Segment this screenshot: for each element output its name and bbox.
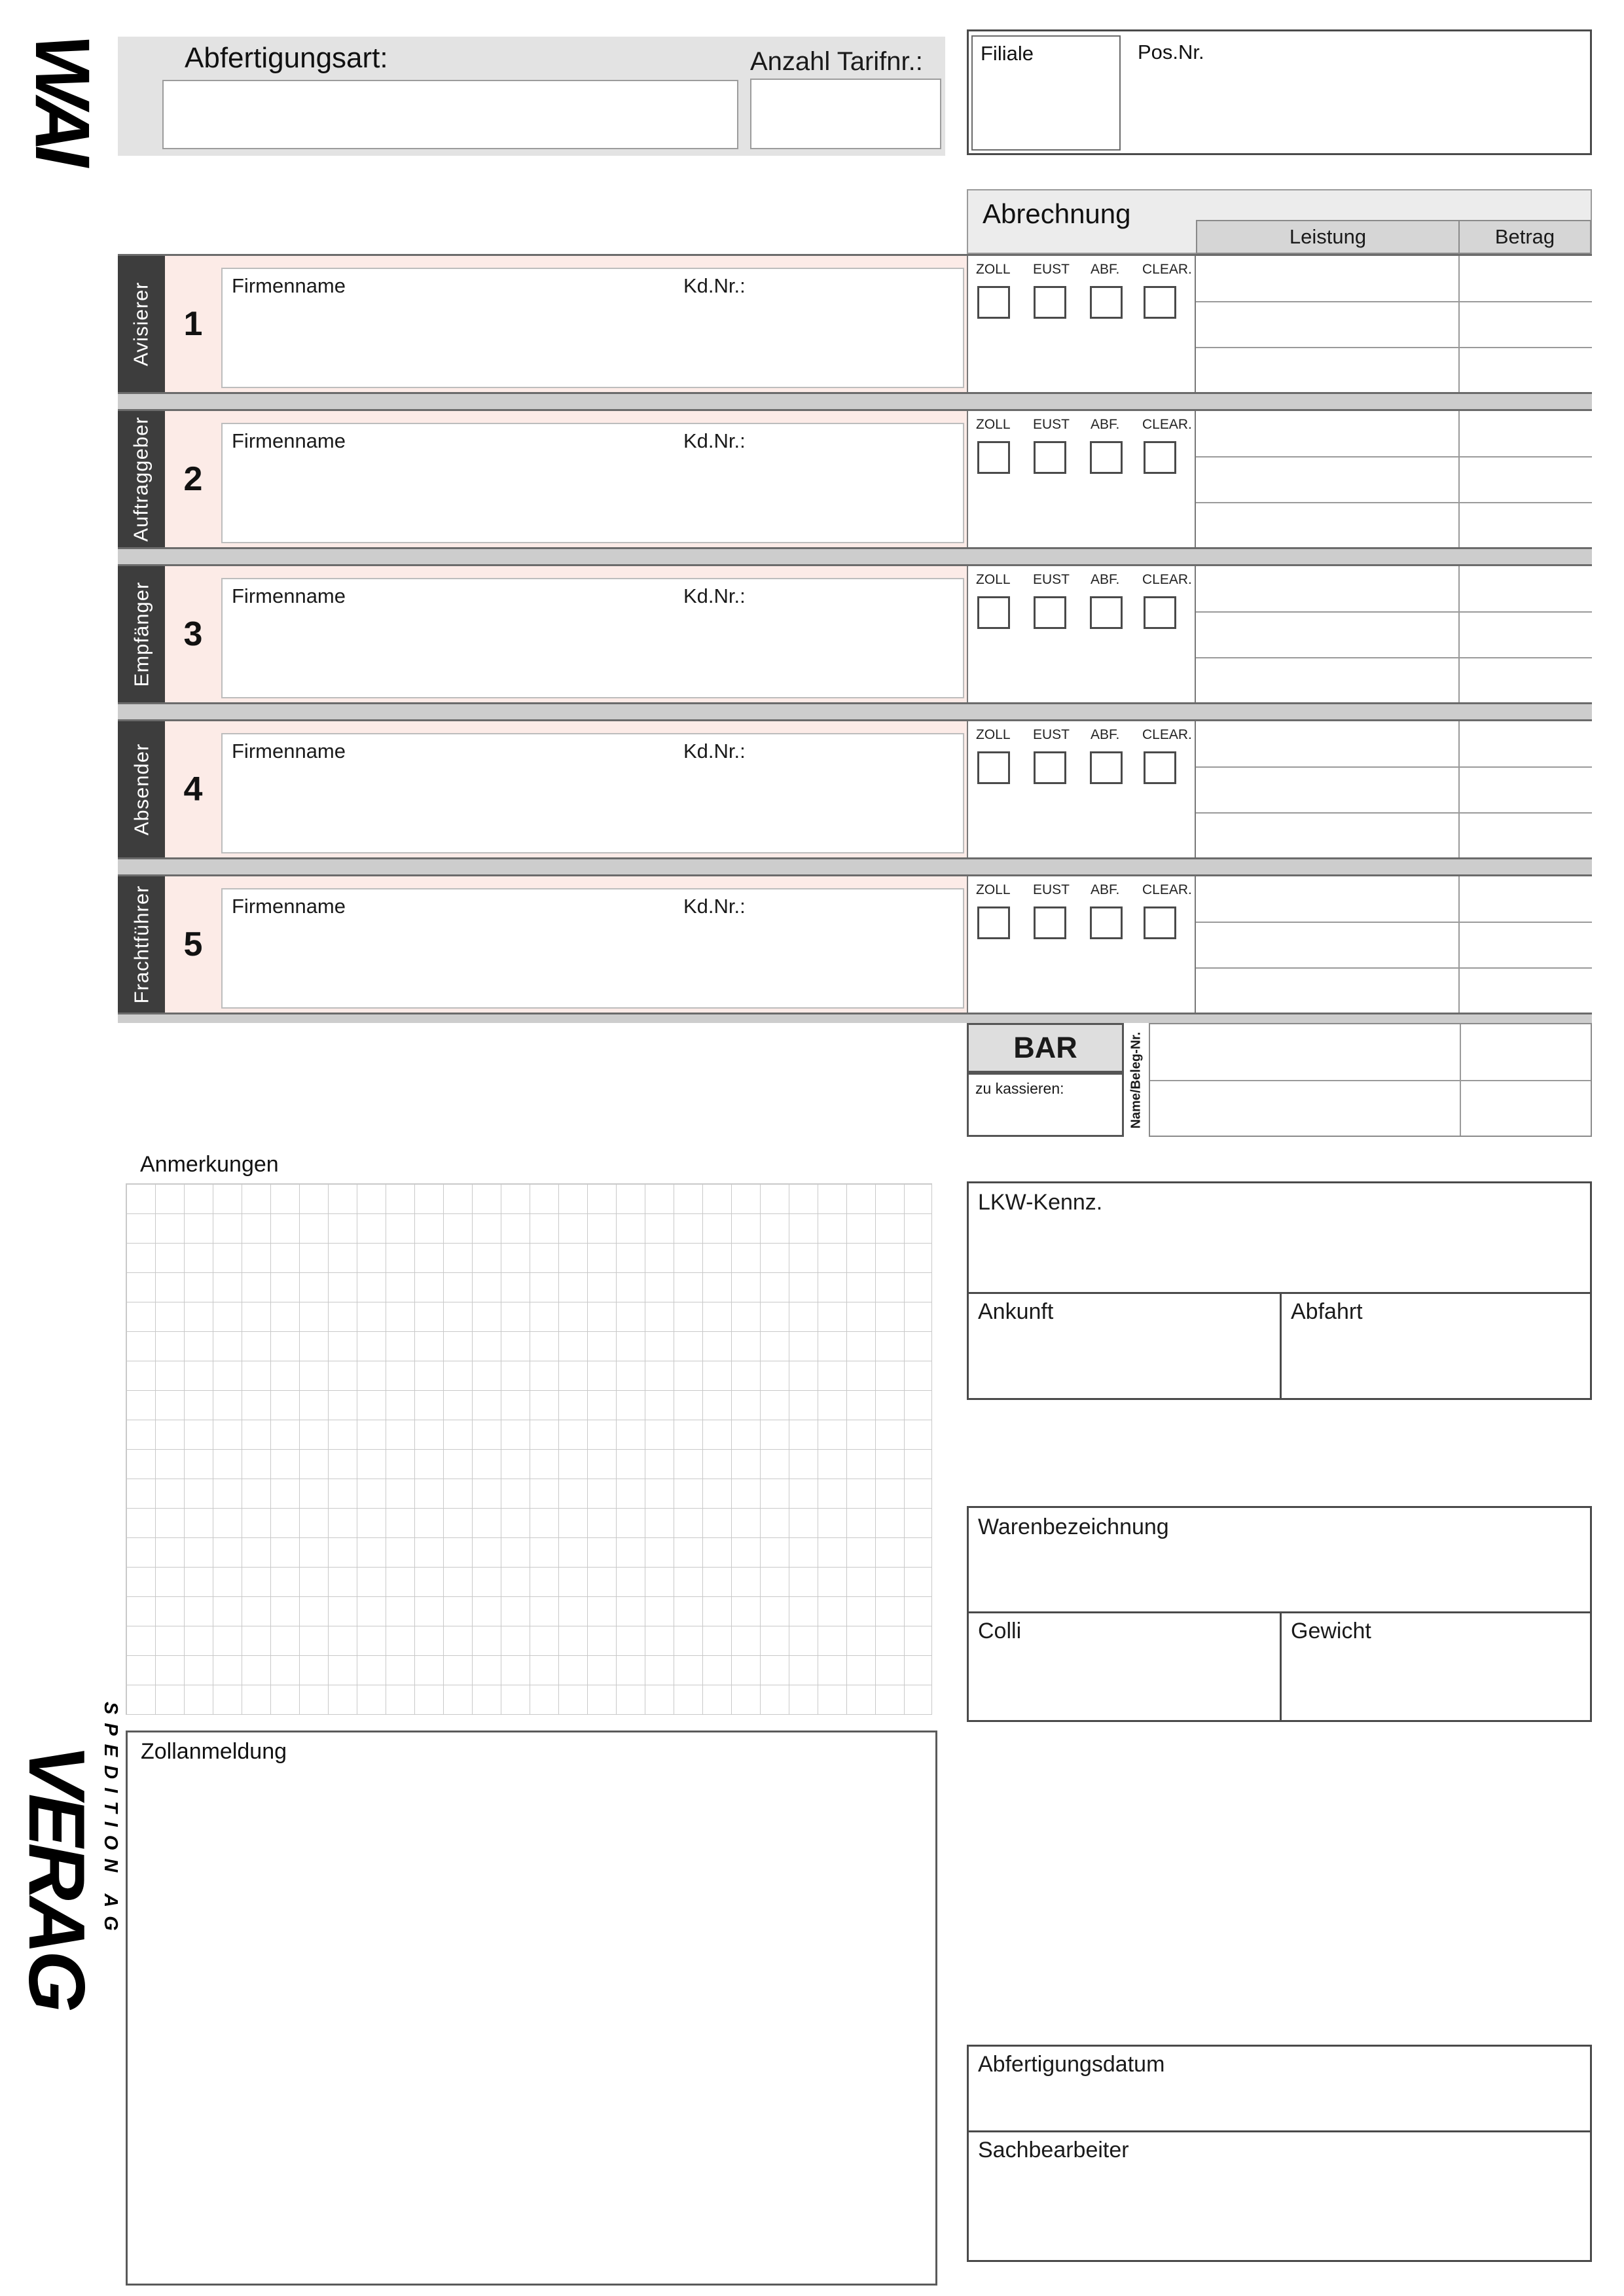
warenbezeichnung-label: Warenbezeichnung (978, 1515, 1169, 1539)
bar-entry-table[interactable] (1149, 1023, 1592, 1137)
warenbezeichnung-box (967, 1506, 1592, 1722)
name-beleg-text: Name/Beleg-Nr. (1128, 1031, 1144, 1128)
eust-checkbox[interactable] (1034, 441, 1066, 474)
party-number: 4 (183, 770, 203, 808)
party-role-label: Absender (130, 743, 153, 836)
kdnr-label: Kd.Nr.: (683, 740, 746, 762)
party-number: 5 (183, 925, 203, 963)
name-beleg-rotated-label (1124, 1023, 1149, 1137)
party-checkbox-panel (967, 721, 1196, 857)
abf-label: ABF. (1091, 417, 1120, 432)
filiale-posnr-box (967, 29, 1592, 155)
abrechnung-entry-table[interactable] (1196, 876, 1592, 1013)
lkw-kennz-field[interactable] (969, 1183, 1590, 1292)
party-number: 2 (183, 460, 203, 498)
abfertigung-box (967, 2045, 1592, 2262)
abf-label: ABF. (1091, 572, 1120, 587)
party-role-label: Auftraggeber (130, 416, 153, 542)
warenbezeichnung-field[interactable] (969, 1508, 1590, 1611)
party-block-absender (118, 719, 1592, 859)
zollanmeldung-label: Zollanmeldung (141, 1739, 287, 1764)
firmenname-label: Firmenname (232, 429, 346, 452)
party-company-field[interactable] (221, 578, 964, 698)
bar-header: BAR (967, 1023, 1124, 1073)
eust-label: EUST (1033, 727, 1070, 742)
kdnr-label: Kd.Nr.: (683, 274, 746, 297)
gewicht-label: Gewicht (1291, 1619, 1371, 1643)
party-role-bar (118, 566, 165, 702)
abrechnung-entry-table[interactable] (1196, 256, 1592, 392)
abrechnung-entry-table[interactable] (1196, 411, 1592, 547)
row-separator (118, 394, 1592, 409)
clear-checkbox[interactable] (1144, 906, 1176, 939)
abrechnung-title: Abrechnung (983, 198, 1131, 229)
anmerkungen-label: Anmerkungen (140, 1152, 279, 1177)
party-checkbox-panel (967, 876, 1196, 1013)
lkw-kennz-label: LKW-Kennz. (978, 1190, 1103, 1215)
clear-checkbox[interactable] (1144, 751, 1176, 784)
kdnr-label: Kd.Nr.: (683, 429, 746, 452)
eust-label: EUST (1033, 572, 1070, 587)
party-company-field[interactable] (221, 888, 964, 1009)
party-number: 3 (183, 615, 203, 653)
firmenname-label: Firmenname (232, 895, 346, 918)
anzahl-tarifnr-field[interactable] (750, 79, 941, 149)
clear-label: CLEAR. (1142, 262, 1192, 277)
abrechnung-entry-table[interactable] (1196, 721, 1592, 857)
zoll-label: ZOLL (976, 727, 1011, 742)
abrechnung-entry-table[interactable] (1196, 566, 1592, 702)
kdnr-label: Kd.Nr.: (683, 895, 746, 918)
lkw-box (967, 1181, 1592, 1400)
zoll-checkbox[interactable] (977, 596, 1010, 629)
party-role-label: Empfänger (130, 581, 153, 687)
party-checkbox-panel (967, 256, 1196, 392)
zoll-checkbox[interactable] (977, 441, 1010, 474)
clear-checkbox[interactable] (1144, 286, 1176, 319)
abfertigungsdatum-label: Abfertigungsdatum (978, 2052, 1165, 2077)
abfertigungsart-label: Abfertigungsart: (185, 42, 388, 74)
firmenname-label: Firmenname (232, 740, 346, 762)
party-checkbox-panel (967, 566, 1196, 702)
sachbearbeiter-field[interactable] (969, 2132, 1590, 2260)
abf-label: ABF. (1091, 262, 1120, 277)
abf-checkbox[interactable] (1090, 441, 1123, 474)
row-separator (118, 859, 1592, 874)
party-role-bar (118, 256, 165, 392)
zoll-checkbox[interactable] (977, 286, 1010, 319)
party-block-empfaenger (118, 564, 1592, 704)
zu-kassieren-label: zu kassieren: (975, 1080, 1064, 1097)
spedition-ag-logo: SPEDITION AG (100, 1702, 121, 1939)
zollanmeldung-field[interactable] (126, 1731, 937, 2286)
party-block-avisierer (118, 254, 1592, 394)
clear-label: CLEAR. (1142, 417, 1192, 432)
gewicht-field[interactable] (1282, 1613, 1590, 1720)
party-checkbox-panel (967, 411, 1196, 547)
firmenname-label: Firmenname (232, 274, 346, 297)
zoll-checkbox[interactable] (977, 906, 1010, 939)
kdnr-label: Kd.Nr.: (683, 584, 746, 607)
abf-checkbox[interactable] (1090, 596, 1123, 629)
clear-label: CLEAR. (1142, 572, 1192, 587)
ankunft-field[interactable] (969, 1294, 1280, 1398)
party-role-bar (118, 411, 165, 547)
verag-logo: VERAG (12, 1744, 101, 2009)
party-company-field[interactable] (221, 733, 964, 853)
zoll-label: ZOLL (976, 572, 1011, 587)
zoll-checkbox[interactable] (977, 751, 1010, 784)
clear-checkbox[interactable] (1144, 596, 1176, 629)
row-separator (118, 704, 1592, 719)
posnr-field[interactable] (1126, 31, 1590, 153)
betrag-column-header: Betrag (1458, 220, 1591, 254)
row-separator (118, 1014, 1592, 1023)
eust-checkbox[interactable] (1034, 751, 1066, 784)
abfertigungsdatum-field[interactable] (969, 2047, 1590, 2130)
abfahrt-label: Abfahrt (1291, 1299, 1363, 1324)
party-role-bar (118, 876, 165, 1013)
colli-label: Colli (978, 1619, 1022, 1643)
clear-label: CLEAR. (1142, 727, 1192, 742)
row-separator (118, 549, 1592, 564)
party-role-label: Avisierer (130, 281, 153, 367)
zu-kassieren-field[interactable] (967, 1073, 1124, 1137)
abrechnung-header (967, 189, 1592, 254)
party-role-label: Frachtführer (130, 885, 153, 1004)
abf-checkbox[interactable] (1090, 751, 1123, 784)
filiale-label: Filiale (981, 42, 1034, 65)
clear-label: CLEAR. (1142, 882, 1192, 897)
leistung-column-header: Leistung (1196, 220, 1460, 254)
abfertigungsart-field[interactable] (162, 80, 738, 149)
sachbearbeiter-label: Sachbearbeiter (978, 2138, 1129, 2162)
posnr-label: Pos.Nr. (1138, 41, 1204, 63)
filiale-field[interactable] (971, 35, 1121, 151)
eust-checkbox[interactable] (1034, 906, 1066, 939)
eust-checkbox[interactable] (1034, 596, 1066, 629)
firmenname-label: Firmenname (232, 584, 346, 607)
zoll-label: ZOLL (976, 417, 1011, 432)
abf-checkbox[interactable] (1090, 906, 1123, 939)
eust-checkbox[interactable] (1034, 286, 1066, 319)
ankunft-label: Ankunft (978, 1299, 1054, 1324)
zoll-label: ZOLL (976, 882, 1011, 897)
eust-label: EUST (1033, 262, 1070, 277)
party-block-frachtfuehrer (118, 874, 1592, 1014)
party-block-auftraggeber (118, 409, 1592, 549)
wai-logo: WAI (19, 34, 105, 160)
abfahrt-field[interactable] (1282, 1294, 1590, 1398)
colli-field[interactable] (969, 1613, 1280, 1720)
abf-label: ABF. (1091, 882, 1120, 897)
anzahl-tarifnr-label: Anzahl Tarifnr.: (750, 47, 923, 76)
abf-label: ABF. (1091, 727, 1120, 742)
eust-label: EUST (1033, 882, 1070, 897)
party-company-field[interactable] (221, 268, 964, 388)
party-role-bar (118, 721, 165, 857)
abf-checkbox[interactable] (1090, 286, 1123, 319)
eust-label: EUST (1033, 417, 1070, 432)
zoll-label: ZOLL (976, 262, 1011, 277)
party-number: 1 (183, 305, 203, 343)
anmerkungen-grid-field[interactable] (126, 1183, 932, 1715)
clear-checkbox[interactable] (1144, 441, 1176, 474)
party-company-field[interactable] (221, 423, 964, 543)
